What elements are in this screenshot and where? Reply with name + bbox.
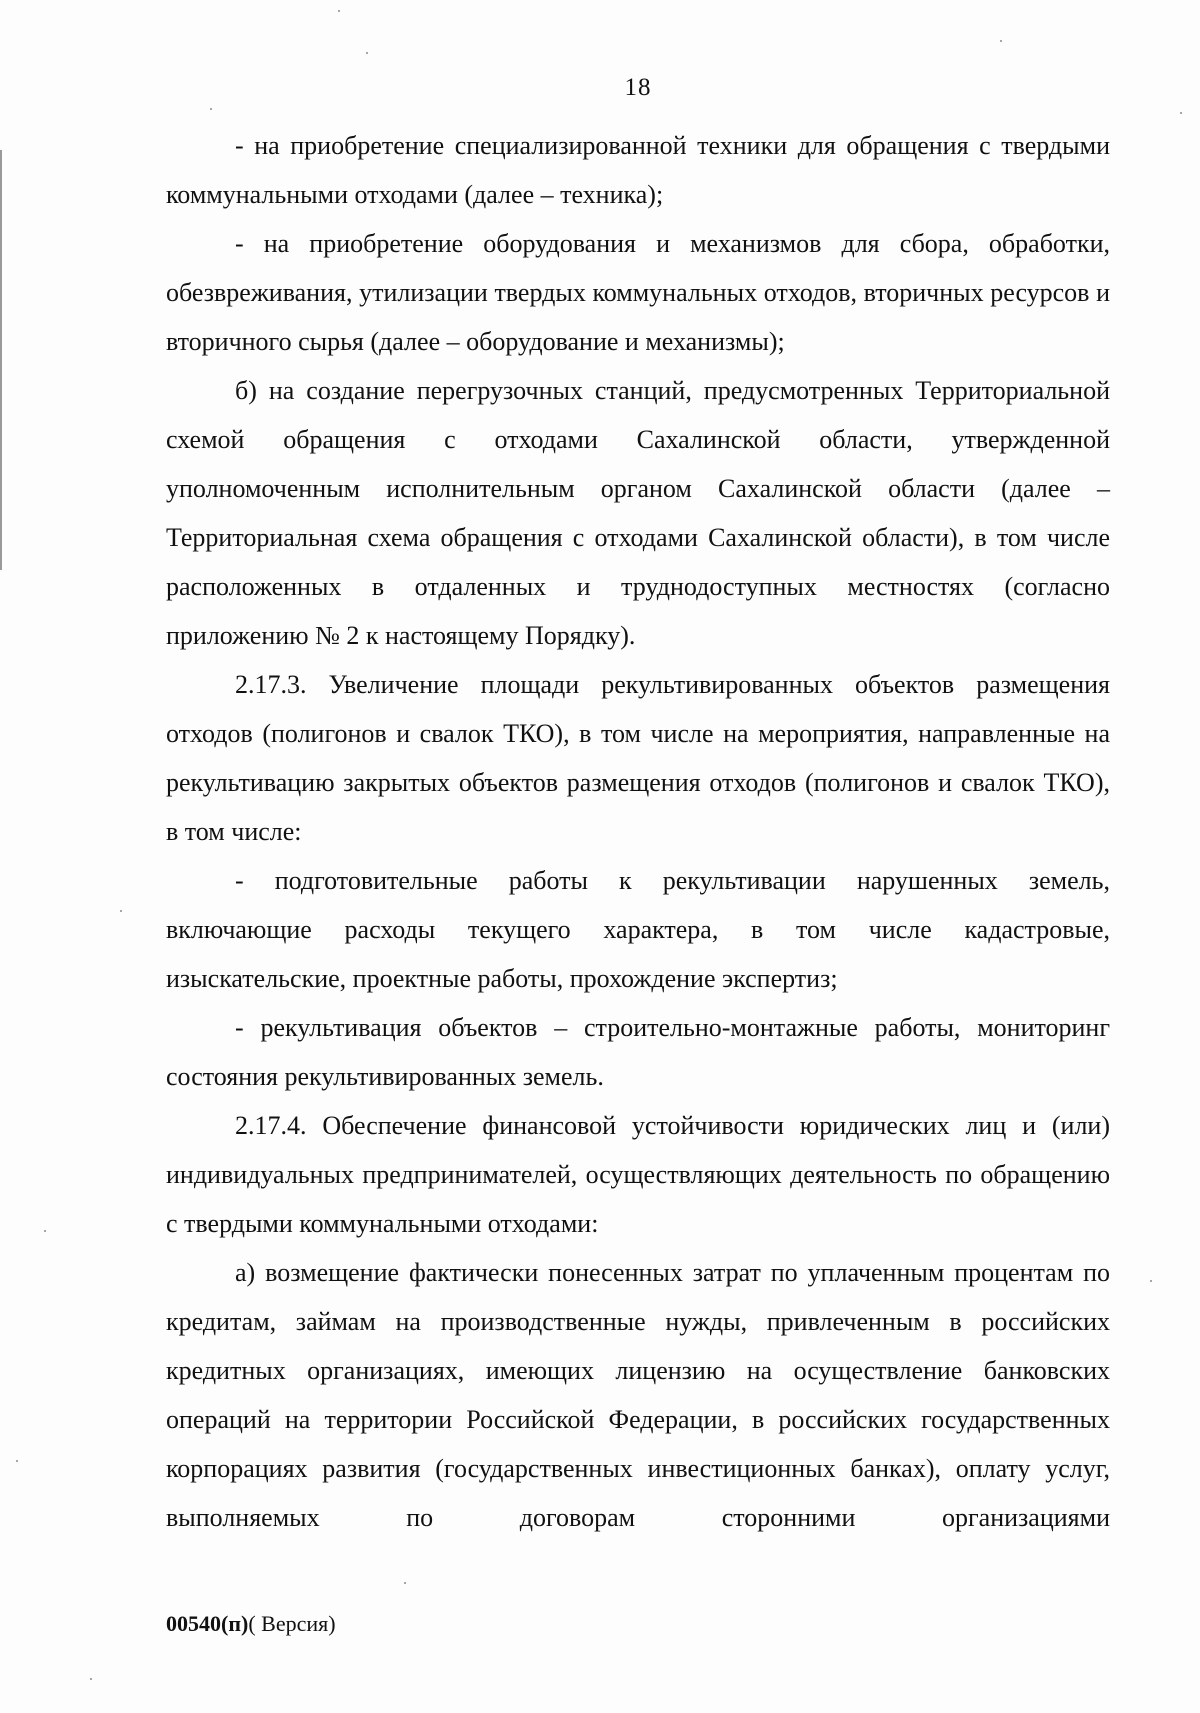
paragraph-compensation: а) возмещение фактически понесенных затрат по уплаченным процентам по кредитам, займам на производственные нужды, привлеченным в российских кредитных организациях, имеющих лицензию на осуществление банковских операций на территории Российской Федерации, в российских государственных корпорациях развития (государственных инвестиционных банках), оплату услуг, выполняемых по договорам сторонними организациями [166, 1258, 1110, 1532]
document-body [166, 121, 1110, 1542]
scan-speck [16, 1460, 18, 1462]
scan-speck [120, 910, 122, 912]
paragraph-transfer-stations: б) на создание перегрузочных станций, предусмотренных Территориальной схемой обращения с отходами Сахалинской области, утвержденной уполномоченным исполнительным органом Сахалинской области (далее – Территориальная схема обращения с отходами Сахалинской области), в том числе расположенных в отдаленных и труднодоступных местностях (согласно приложению № 2 к настоящему Порядку). [166, 376, 1110, 650]
scan-speck [1180, 112, 1182, 114]
paragraph-mechanisms-purchase: - на приобретение оборудования и механизмов для сбора, обработки, обезвреживания, утилизации твердых коммунальных отходов, вторичных ресурсов и вторичного сырья (далее – оборудование и механизмы); [166, 229, 1110, 356]
page-number: 18 [624, 74, 652, 101]
paragraph-2-17-4: 2.17.4. Обеспечение финансовой устойчивости юридических лиц и (или) индивидуальных предпринимателей, осуществляющих деятельность по обращению с твердыми коммунальными отходами: [166, 1111, 1110, 1238]
paragraph-preparatory-works: - подготовительные работы к рекультивации нарушенных земель, включающие расходы текущего характера, в том числе кадастровые, изыскательские, проектные работы, прохождение экспертиз; [166, 866, 1110, 993]
scan-speck [210, 108, 212, 110]
footer-document-code: 00540(п) [166, 1611, 249, 1636]
scan-margin-line [0, 150, 2, 570]
scan-speck [44, 1230, 46, 1232]
paragraph-2-17-3: 2.17.3. Увеличение площади рекультивированных объектов размещения отходов (полигонов и свалок ТКО), в том числе на мероприятия, направленные на рекультивацию закрытых объектов размещения отходов (полигонов и свалок ТКО), в том числе: [166, 670, 1110, 846]
paragraph-recultivation: - рекультивация объектов – строительно-монтажные работы, мониторинг состояния рекультивированных земель. [166, 1013, 1110, 1091]
footer-version-label: ( Версия) [248, 1611, 336, 1636]
scan-speck [366, 52, 368, 54]
scan-speck [1150, 1280, 1152, 1282]
scan-speck [1000, 40, 1002, 42]
scan-speck [90, 1678, 92, 1680]
scan-speck [404, 1582, 406, 1584]
scan-speck [338, 10, 340, 12]
document-footer [166, 1611, 336, 1637]
paragraph-equipment-purchase: - на приобретение специализированной техники для обращения с твердыми коммунальными отходами (далее – техника); [166, 131, 1110, 209]
